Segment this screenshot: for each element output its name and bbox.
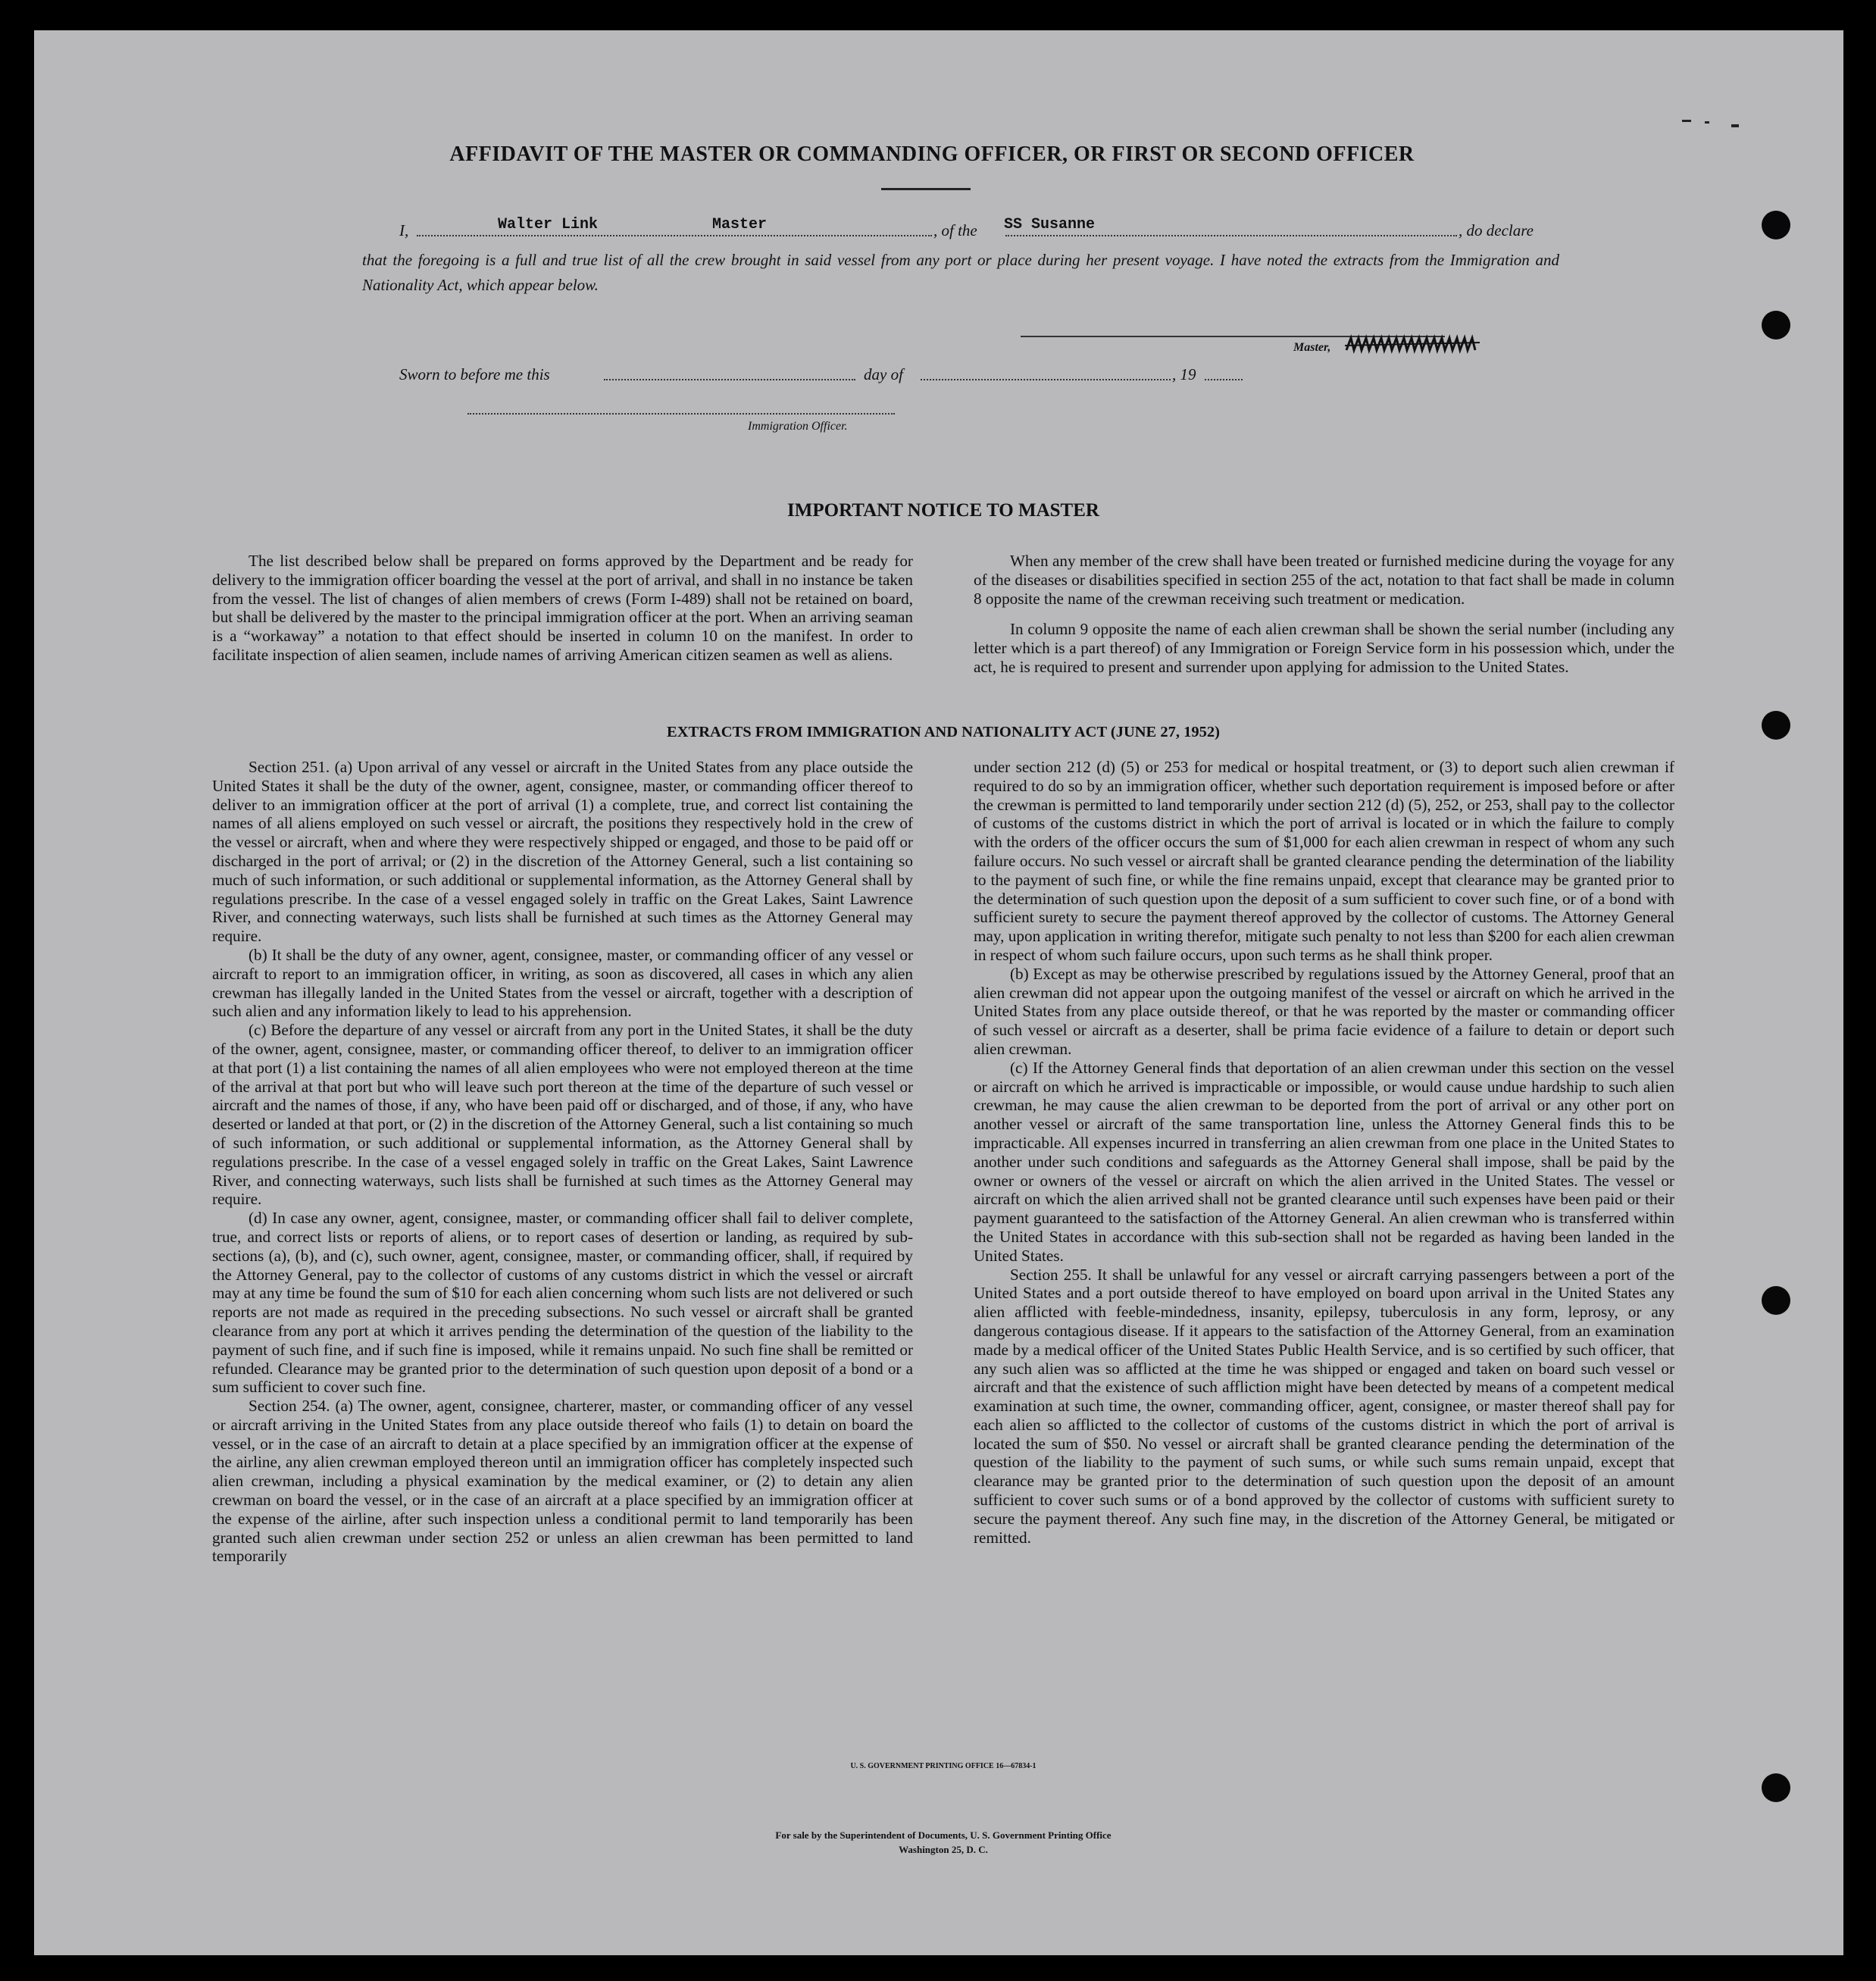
- sale-line-2: Washington 25, D. C.: [899, 1844, 988, 1855]
- immigration-officer-line: [467, 413, 895, 415]
- section-255: Section 255. It shall be unlawful for any vessel or aircraft carrying passengers between a port of the United States and a port outside thereof to have employed on board upon arrival in the United States any alien afflicted with feeble-mindedness, insanity, epilepsy, tuberculosis in any form, leprosy, or any dangerous contagious disease. If it appears to the satisfaction of the Attorney General, from an examination made by a medical officer of the United States Public Health Service, and is so certified by such officer, that any such alien was so afflicted at the time he was shipped or engaged and taken on board such vessel or aircraft and that the existence of such affliction might have been detected by means of a competent medical examination at such time, the owner, commanding officer, agent, consignee, or master thereof shall pay for each alien so afflicted to the collector of customs of the customs district in which the port of arrival is located the sum of $50. No vessel or aircraft shall be granted clearance pending the determination of the question of the liability to the payment of such sums, or while such sums remain unpaid, except that clearance may be granted prior to the determination of such question upon the deposit of an amount sufficient to cover such sums or of a bond approved by the collector of customs with sufficient surety to secure the payment thereof. Any such fine may, in the discretion of the Attorney General, be mitigated or remitted.: [974, 1265, 1674, 1547]
- section-254-a: Section 254. (a) The owner, agent, consignee, charterer, master, or commanding officer of any vessel or aircraft arriving in the United States from any place outside thereof who fails (1) to detain on board the vessel, or in the case of an aircraft to detain at a place specified by an immigration officer at the expense of the airline, any alien crewman employed thereon until an immigration officer has completely inspected such alien crewman, including a physical examination by the medical examiner, or (2) to detain any alien crewman on board the vessel, or in the case of an aircraft at a place specified by an immigration officer at the expense of the airline, after such inspection unless a conditional permit to land temporarily has been granted such alien crewman under section 252 or unless an alien crewman has been permitted to land temporarily: [212, 1397, 913, 1566]
- year-label: , 19: [1172, 365, 1196, 383]
- notice-title: IMPORTANT NOTICE TO MASTER: [787, 500, 1099, 521]
- sworn-day-line: [604, 379, 855, 380]
- punch-hole: [1762, 311, 1790, 340]
- title-divider: [881, 188, 971, 190]
- vessel-field-line: [1005, 235, 1457, 236]
- day-of-label: day of: [864, 365, 903, 383]
- sworn-label: Sworn to before me this: [399, 365, 550, 383]
- punch-hole: [1762, 1773, 1790, 1802]
- declare-label: , do declare: [1459, 221, 1534, 239]
- section-251-b: (b) It shall be the duty of any owner, agent, consignee, master, or commanding officer of any vessel or aircraft to report to an immigration officer, in writing, as soon as discovered, all cases in which any alien crewman has illegally landed in the United States from the vessel or aircraft, together with a description of such alien and any information likely to lead to his apprehension.: [212, 945, 913, 1021]
- master-rank: Master: [712, 216, 768, 233]
- sworn-month-line: [921, 379, 1171, 380]
- section-254-c: (c) If the Attorney General finds that deportation of an alien crewman under this section on the vessel or aircraft on which he arrived is impracticable or impossible, or would cause undue hardship to such alien crewman, he may cause the alien crewman to be deported from the port of arrival or any other port on another vessel or aircraft of the same transportation line, unless the Attorney General finds this to be impracticable. All expenses incurred in transferring an alien crewman from one place in the United States to another under such conditions and safeguards as the Attorney General shall impose, shall be paid by the owner or owners of the vessel or aircraft on which the alien arrived in the United States. The vessel or aircraft on which the alien arrived shall not be granted clearance until such expenses have been paid or their payment guaranteed to the satisfaction of the Attorney General. An alien crewman who is transferred within the United States in accordance with this sub-section shall not be regarded as having been landed in the United States.: [974, 1058, 1674, 1265]
- affidavit-title: AFFIDAVIT OF THE MASTER OR COMMANDING OFFICER, OR FIRST OR SECOND OFFICER: [449, 142, 1415, 166]
- sworn-year-line: [1205, 379, 1243, 380]
- document-page: [34, 30, 1843, 1955]
- punch-hole: [1762, 711, 1790, 740]
- notice-right-paragraph-1: When any member of the crew shall have been treated or furnished medicine during the voyage for any of the diseases or disabilities specified in section 255 of the act, notation to that fact shall be made in column 8 opposite the name of the crewman receiving such treatment or medication.: [974, 552, 1674, 608]
- master-label: Master,: [1293, 341, 1331, 354]
- of-the-label: , of the: [933, 221, 977, 239]
- punch-hole: [1762, 1286, 1790, 1315]
- struck-out-title: [1345, 333, 1481, 355]
- notice-right-paragraph-2: In column 9 opposite the name of each alien crewman shall be shown the serial number (including any letter which is a part thereof) of any Immigration or Foreign Service form in his possession which, under the act, he is required to present and surrender upon applying for admission to the United States.: [974, 620, 1674, 676]
- immigration-officer-label: Immigration Officer.: [748, 420, 848, 433]
- section-254-a-continued: under section 212 (d) (5) or 253 for medical or hospital treatment, or (3) to deport such alien crewman if required to do so by an immigration officer, whether such deportation requirement is imposed before or after the crewman is permitted to land temporarily under section 212 (d) (5), 252, or 253, shall pay to the collector of customs of the customs district in which the port of arrival is located or in which the failure to comply with the orders of the officer occurs the sum of $1,000 for each alien crewman in respect of whom any such failure occurs. No such vessel or aircraft shall be granted clearance pending the determination of the liability to the payment of such fine, or while the fine remains unpaid, except that clearance may be granted prior to the determination of such question upon the deposit of a sum sufficient to cover such fine, or of a bond with sufficient surety to secure the payment thereof approved by the collector of customs. The Attorney General may, upon application in writing therefor, mitigate such penalty to not less than $200 for each alien crewman in respect of whom such failure occurs, upon such terms as he shall think proper.: [974, 758, 1674, 964]
- notice-right-column: [974, 552, 1674, 677]
- notice-left-paragraph: The list described below shall be prepared on forms approved by the Department and be ready for delivery to the immigration officer boarding the vessel at the port of arrival, and shall in no instance be taken from the vessel. The list of changes of alien members of crews (Form I-489) shall not be retained on board, but shall be delivered by the master to the principal immigration officer at the port. When an arriving seaman is a “workaway” a notation to that effect should be inserted in column 10 on the manifest. In order to facilitate inspection of alien seamen, include names of arriving American citizen seamen as well as aliens.: [212, 552, 913, 664]
- name-field-line: [417, 235, 932, 236]
- vessel-name: SS Susanne: [1004, 216, 1096, 233]
- section-251-d: (d) In case any owner, agent, consignee, master, or commanding officer shall fail to deliver complete, true, and correct lists or reports of aliens, or to report cases of desertion or landing, as required by sub-sections (a), (b), and (c), such owner, agent, consignee, master, or commanding officer, shall, if required by the Attorney General, pay to the collector of customs of any customs district in which the vessel or aircraft may at any time be found the sum of $10 for each alien concerning whom such lists are not delivered or such reports are not made as required in the preceding subsections. No such vessel or aircraft shall be granted clearance from any port at which it arrives pending the determination of the question of the liability to the payment of such fine, and if such fine is imposed, while it remains unpaid. No such fine shall be remitted or refunded. Clearance may be granted prior to the determination of such question upon deposit of a bond or a sum sufficient to cover such fine.: [212, 1209, 913, 1397]
- extracts-left-column: [212, 758, 913, 1566]
- sale-line-1: For sale by the Superintendent of Documents, U. S. Government Printing Office: [775, 1829, 1112, 1841]
- punch-hole: [1762, 211, 1790, 239]
- edge-mark: [1731, 124, 1739, 127]
- edge-mark: [1705, 121, 1709, 124]
- section-254-b: (b) Except as may be otherwise prescribed by regulations issued by the Attorney General, proof that an alien crewman did not appear upon the outgoing manifest of the vessel or aircraft on which he arrived in the United States from any place outside thereof, or that he was reported by the master or commanding officer of such vessel or aircraft as a deserter, shall be prima facie evidence of a failure to detain or deport such alien crewman.: [974, 964, 1674, 1058]
- extracts-right-column: [974, 758, 1674, 1547]
- section-251-a: Section 251. (a) Upon arrival of any vessel or aircraft in the United States from any place outside the United States it shall be the duty of the owner, agent, consignee, master, or commanding officer thereof to deliver to an immigration officer at the port of arrival (1) a complete, true, and correct list containing the names of all aliens employed on such vessel or aircraft, the positions they respectively hold in the crew of the vessel or aircraft, when and where they were respectively shipped or engaged, and those to be paid off or discharged in the port of arrival; or (2) in the discretion of the Attorney General, such a list containing so much of such information, or such additional or supplemental information, as the Attorney General shall by regulations prescribe. In the case of a vessel engaged solely in traffic on the Great Lakes, Saint Lawrence River, and connecting waterways, such lists shall be furnished at such times as the Attorney General may require.: [212, 758, 913, 946]
- printing-office-imprint: U. S. GOVERNMENT PRINTING OFFICE 16—67834-1: [850, 1762, 1036, 1770]
- section-251-c: (c) Before the departure of any vessel or aircraft from any port in the United States, it shall be the duty of the owner, agent, consignee, master, or commanding officer thereof, to deliver to an immigration officer at that port (1) a list containing the names of all alien employees who were not employed thereon at the time of the arrival at that port but who will leave such port thereon at the time of the departure of such vessel or aircraft and the names of those, if any, who have been paid off or discharged, and of those, if any, who have deserted or landed at that port, or (2) in the discretion of the Attorney General, such a list containing so much of such information, or such additional or supplemental information, as the Attorney General shall by regulations prescribe. In the case of a vessel engaged solely in traffic on the Great Lakes, Saint Lawrence River, and connecting waterways, such lists shall be furnished at such times as the Attorney General may require.: [212, 1021, 913, 1209]
- i-label: I,: [399, 221, 409, 239]
- declaration-text: that the foregoing is a full and true list of all the crew brought in said vessel from any port or place during her present voyage. I have noted the extracts from the Immigration and Nationality Act, which appear below.: [362, 251, 1559, 294]
- extracts-title: EXTRACTS FROM IMMIGRATION AND NATIONALITY ACT (JUNE 27, 1952): [667, 724, 1220, 740]
- notice-left-column: [212, 552, 913, 665]
- master-name: Walter Link: [498, 216, 599, 233]
- edge-mark: [1682, 120, 1691, 122]
